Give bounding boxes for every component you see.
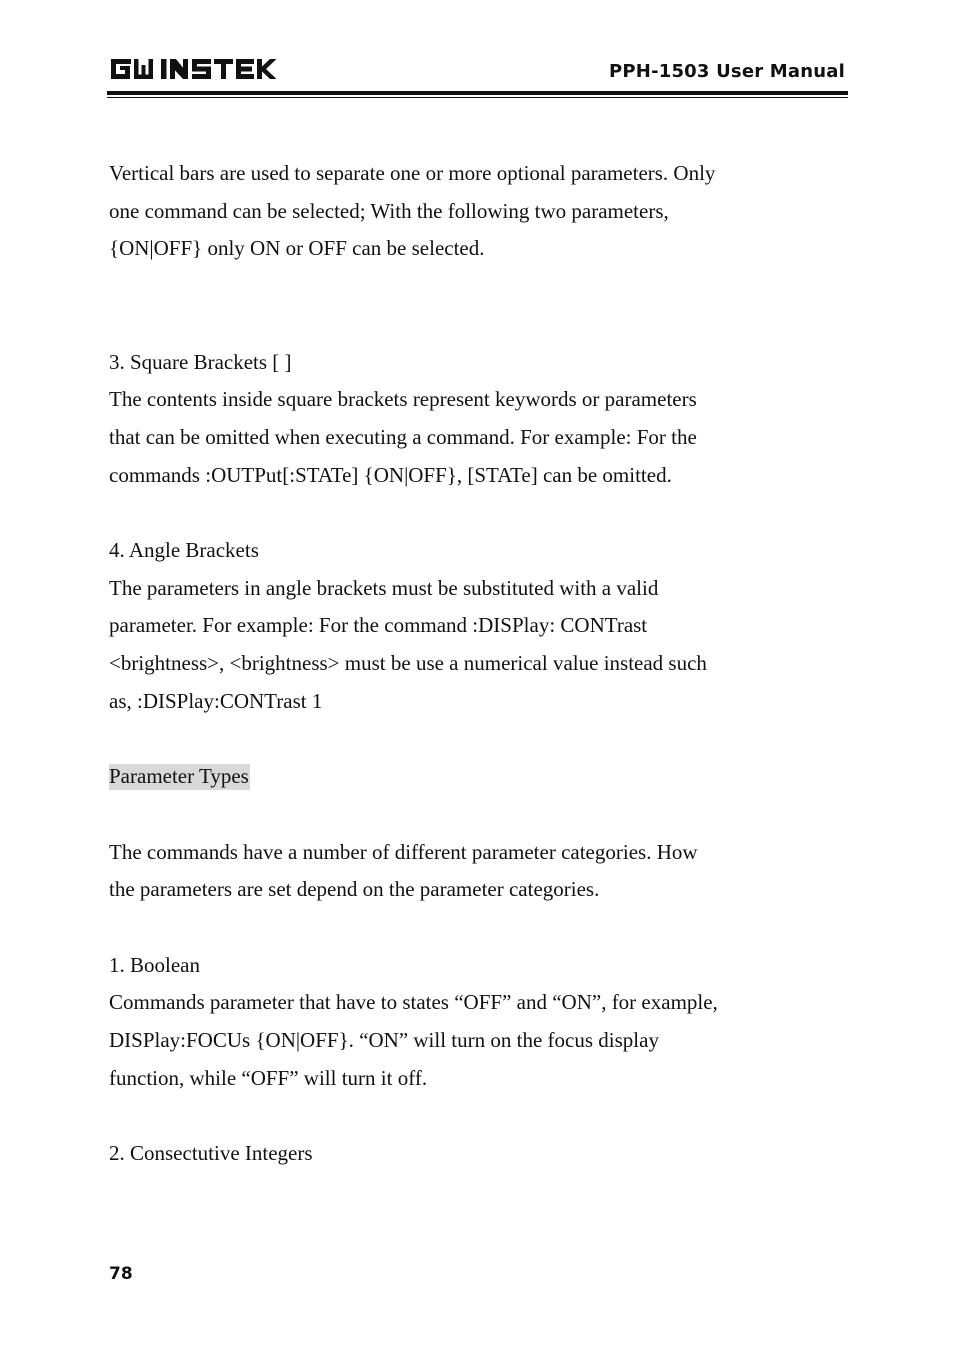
text-line: function, while “OFF” will turn it off.	[109, 1065, 428, 1090]
parameter-types-highlight: Parameter Types	[109, 764, 249, 789]
text-line: the parameters are set depend on the parameter categories.	[109, 877, 600, 902]
heading-angle-brackets: 4. Angle Brackets	[109, 538, 259, 562]
page-body	[109, 155, 849, 1173]
text-line: <brightness>, <brightness> must be use a numerical value instead such	[109, 651, 707, 676]
page-number: 78	[109, 1264, 133, 1284]
text-line: parameter. For example: For the command :DISPlay: CONTrast	[109, 613, 648, 638]
text-line: {ON|OFF} only ON or OFF can be selected.	[109, 236, 485, 261]
gw-instek-logo	[109, 57, 277, 85]
text-line: commands :OUTPut[:STATe] {ON|OFF}, [STATe] can be omitted.	[109, 462, 672, 487]
text-line: as, :DISPlay:CONTrast 1	[109, 688, 323, 713]
paragraph-angle-brackets	[109, 570, 849, 721]
text-line: The contents inside square brackets represent keywords or parameters	[109, 387, 697, 412]
gw-instek-logo-icon	[109, 57, 277, 81]
heading-boolean: 1. Boolean	[109, 952, 200, 977]
manual-title: PPH-1503 User Manual	[609, 61, 845, 82]
paragraph-boolean	[109, 984, 849, 1097]
paragraph-square-brackets	[109, 381, 849, 494]
paragraph-vertical-bars	[109, 155, 849, 268]
text-line: The commands have a number of different parameter categories. How	[109, 839, 698, 864]
text-line: Commands parameter that have to states “OFF” and “ON”, for example,	[109, 990, 718, 1015]
text-line: The parameters in angle brackets must be substituted with a valid	[109, 575, 659, 600]
text-line: one command can be selected; With the following two parameters,	[109, 198, 669, 223]
text-line: DISPlay:FOCUs {ON|OFF}. “ON” will turn on the focus display	[109, 1028, 659, 1053]
text-line: that can be omitted when executing a command. For example: For the	[109, 424, 697, 449]
section-heading-parameter-types	[109, 758, 849, 796]
header-rule-thick	[107, 91, 848, 95]
paragraph-parameter-types	[109, 834, 849, 909]
text-line: Vertical bars are used to separate one or more optional parameters. Only	[109, 161, 716, 185]
header-rule-thin	[107, 97, 848, 98]
heading-consecutive-integers: 2. Consectutive Integers	[109, 1141, 313, 1166]
heading-square-brackets: 3. Square Brackets [ ]	[109, 349, 292, 374]
